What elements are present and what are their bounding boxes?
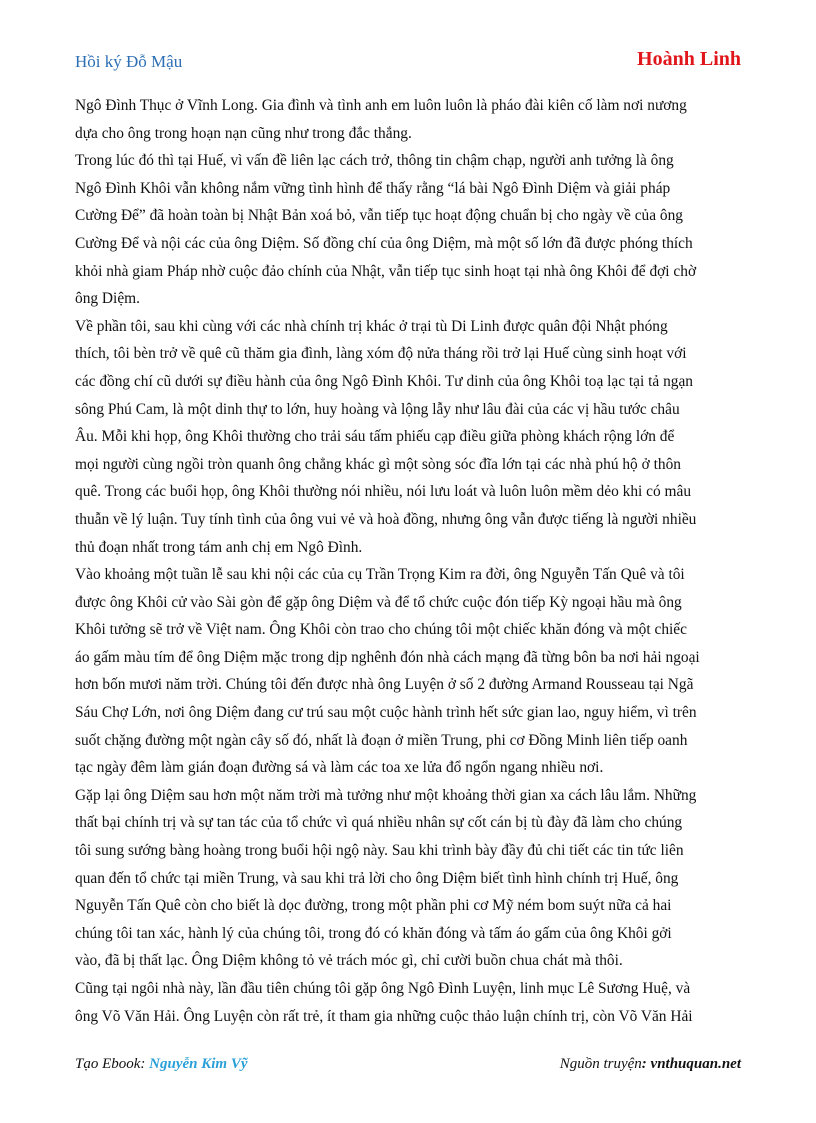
ebook-label: Tạo Ebook: [75, 1056, 141, 1072]
text-line: các đồng chí cũ dưới sự điều hành của ông Ngô Đình Khôi. Tư dinh của ông Khôi toạ lạc tại tả ngạn: [75, 372, 694, 390]
text-line: Cũng tại ngôi nhà này, lần đầu tiên chúng tôi gặp ông Ngô Đình Luyện, linh mục Lê Sương Huệ, và: [75, 980, 691, 997]
text-line: tôi sung sướng bàng hoàng trong buổi hội ngộ này. Sau khi trình bày đầy đủ chi tiết các tin tức liên: [75, 842, 684, 860]
paragraph: [75, 975, 743, 1030]
text-line: mọi người cùng ngồi tròn quanh ông chẳng khác gì một sòng sóc đĩa lớn tại các nhà phú hộ ở thôn: [75, 455, 681, 473]
text-line: Về phần tôi, sau khi cùng với các nhà chính trị khác ở trại tù Di Linh được quân đội Nhật phóng: [75, 317, 668, 335]
paragraph: [75, 147, 743, 313]
text-line: Ngô Đình Khôi vẫn không nắm vững tình hình để thấy rằng “lá bài Ngô Đình Diệm và giải pháp: [75, 179, 671, 197]
text-line: thất bại chính trị và sự tan tác của tổ chức vì quá nhiều nhân sự cốt cán bị tù đày đã làm cho chúng: [75, 814, 683, 832]
text-line: Khôi tưởng sẽ trở về Việt nam. Ông Khôi còn trao cho chúng tôi một chiếc khăn đóng và một chiếc: [75, 621, 687, 639]
text-line: Ngô Đình Thục ở Vĩnh Long. Gia đình và tình anh em luôn luôn là pháo đài kiên cố làm nơi nương: [75, 97, 687, 114]
text-line: thủ đoạn nhất trong tám anh chị em Ngô Đình.: [75, 538, 363, 556]
text-line: ông Võ Văn Hải. Ông Luyện còn rất trẻ, ít tham gia những cuộc thảo luận chính trị, còn Võ Văn Hải: [75, 1007, 693, 1025]
author-name: Hoành Linh: [637, 48, 741, 70]
text-line: hơn bốn mươi năm trời. Chúng tôi đến được nhà ông Luyện ở số 2 đường Armand Rousseau tại Ngã: [75, 676, 694, 694]
text-line: Cường Để” đã hoàn toàn bị Nhật Bản xoá bỏ, vẫn tiếp tục hoạt động chuẩn bị cho ngày về của ông: [75, 207, 684, 225]
text-line: sông Phú Cam, là một dinh thự to lớn, huy hoàng và lộng lẫy như lâu đài của các vị hầu tước châu: [75, 400, 680, 418]
paragraph: [75, 92, 743, 147]
text-line: Sáu Chợ Lớn, nơi ông Diệm đang cư trú sau một cuộc hành trình hết sức gian lao, nguy hiểm, vì trên: [75, 704, 697, 722]
text-line: ông Diệm.: [75, 290, 140, 308]
text-line: vào, đã bị thất lạc. Ông Diệm không tỏ vẻ trách móc gì, chỉ cười buồn chua chát mà thôi.: [75, 952, 623, 970]
text-line: thích, tôi bèn trở về quê cũ thăm gia đình, làng xóm độ nửa tháng rồi trở lại Huế cùng sinh hoạt với: [75, 345, 687, 363]
ebook-credit: Tạo Ebook: Nguyễn Kim Vỹ: [75, 1056, 248, 1072]
text-line: tạc ngày đêm làm gián đoạn đường sá và làm các toa xe lửa đổ ngổn ngang nhiều nơi.: [75, 759, 604, 777]
book-title: Hồi ký Đỗ Mậu: [75, 52, 183, 71]
text-line: Trong lúc đó thì tại Huế, vì vấn đề liên lạc cách trở, thông tin chậm chạp, người anh tưởng là ông: [75, 152, 674, 170]
ebook-creator: Nguyễn Kim Vỹ: [149, 1056, 248, 1072]
text-line: thuẫn về lý luận. Tuy tính tình của ông vui vẻ và hoà đồng, nhưng ông vẫn được tiếng là người nhiều: [75, 510, 697, 528]
text-line: Nguyễn Tấn Quê còn cho biết là dọc đường, trong một phần phi cơ Mỹ ném bom suýt nữa cả hai: [75, 897, 672, 915]
paragraph: [75, 561, 743, 782]
text-line: khỏi nhà giam Pháp nhờ cuộc đảo chính của Nhật, vẫn tiếp tục sinh hoạt tại nhà ông Khôi để đợi chờ: [75, 262, 697, 280]
text-line: Vào khoảng một tuần lễ sau khi nội các của cụ Trần Trọng Kim ra đời, ông Nguyễn Tấn Quê và tôi: [75, 566, 685, 584]
text-line: quan đến tổ chức tại miền Trung, và sau khi trả lời cho ông Diệm biết tình hình chính trị Huế, ông: [75, 869, 679, 887]
page-header: [75, 48, 741, 76]
source-credit: Nguồn truyện: vnthuquan.net: [559, 1056, 741, 1072]
page-footer: [75, 1056, 741, 1078]
paragraph: [75, 782, 743, 975]
source-site: vnthuquan.net: [650, 1056, 741, 1072]
text-line: áo gấm màu tím để ông Diệm mặc trong dịp nghênh đón nhà cách mạng đã từng bôn ba nơi hải ngoại: [75, 648, 700, 666]
page-body: [75, 92, 743, 1030]
text-line: dựa cho ông trong hoạn nạn cũng như trong đắc thắng.: [75, 124, 412, 142]
text-line: Âu. Mỗi khi họp, ông Khôi thường cho trải sáu tấm phiếu cạp điều giữa phòng khách rộng lớn để: [75, 428, 675, 446]
text-line: suốt chặng đường một ngàn cây số đó, nhất là đoạn ở miền Trung, phi cơ Đồng Minh liên tiếp oanh: [75, 731, 688, 749]
paragraph: [75, 313, 743, 561]
text-line: Cường Để và nội các của ông Diệm. Số đồng chí của ông Diệm, mà một số lớn đã được phóng thích: [75, 234, 693, 252]
text-line: quê. Trong các buổi họp, ông Khôi thường nói nhiều, nói lưu loát và luôn luôn mềm dẻo khi có mâu: [75, 483, 692, 501]
source-label: Nguồn truyện: [559, 1056, 642, 1072]
text-line: chúng tôi tan xác, hành lý của chúng tôi, trong đó có khăn đóng và tấm áo gấm của ông Khôi gởi: [75, 924, 672, 942]
text-line: được ông Khôi cử vào Sài gòn để gặp ông Diệm và để tổ chức cuộc đón tiếp Kỳ ngoại hầu mà ông: [75, 593, 682, 611]
text-line: Gặp lại ông Diệm sau hơn một năm trời mà tưởng như một khoảng thời gian xa cách lâu lắm. Những: [75, 786, 697, 804]
